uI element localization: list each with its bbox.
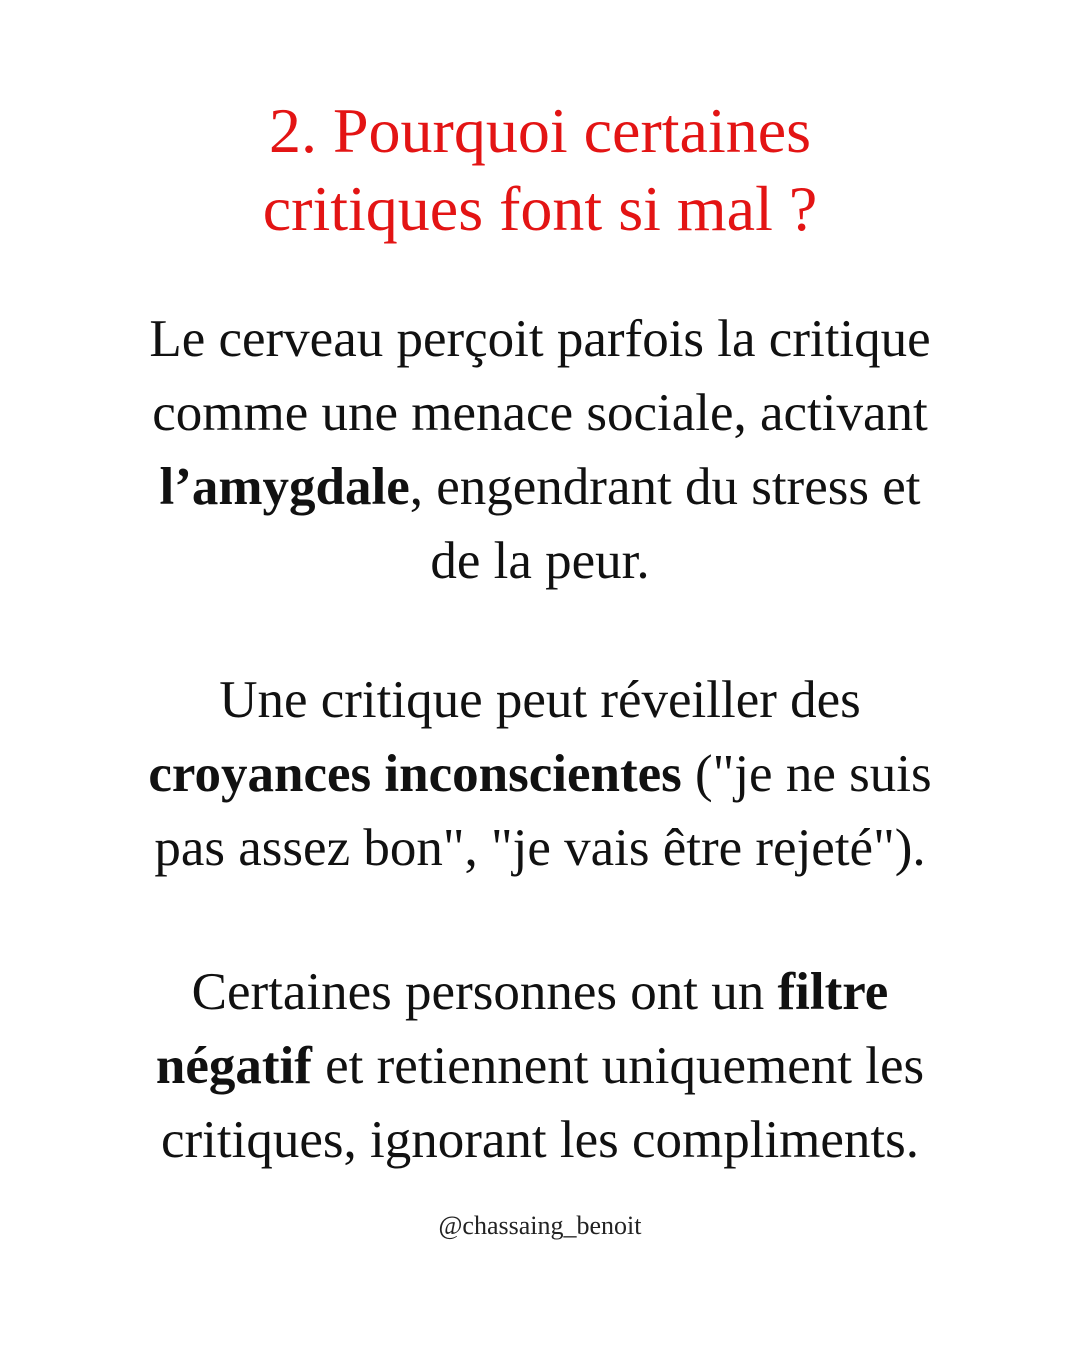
title-line-2: critiques font si mal ? xyxy=(262,173,818,244)
paragraph-text: et retiennent uniquement les xyxy=(311,1037,925,1095)
paragraph-line: pas assez bon", "je vais être rejeté"). xyxy=(154,819,926,877)
paragraph-negative-filter xyxy=(40,955,1040,1177)
paragraph-line: comme une menace sociale, activant xyxy=(152,384,928,442)
title-line-1: 2. Pourquoi certaines xyxy=(268,95,812,166)
paragraph-amygdala xyxy=(40,302,1040,598)
bold-term-negatif: négatif xyxy=(155,1037,312,1095)
paragraph-line: critiques, ignorant les compliments. xyxy=(160,1111,920,1169)
paragraph-line: Le cerveau perçoit parfois la critique xyxy=(149,310,931,368)
paragraph-line: Une critique peut réveiller des xyxy=(219,671,861,729)
paragraph-line xyxy=(40,450,1040,524)
slide-title xyxy=(0,92,1080,248)
paragraph-line xyxy=(40,737,1040,811)
paragraph-text: , engendrant du stress et xyxy=(409,458,921,516)
author-handle: @chassaing_benoit xyxy=(438,1211,642,1240)
paragraph-line xyxy=(40,1029,1040,1103)
paragraph-text: ("je ne suis xyxy=(681,745,932,803)
bold-term-filtre: filtre xyxy=(777,963,889,1021)
bold-term-croyances: croyances inconscientes xyxy=(148,745,682,803)
paragraph-text: Certaines personnes ont un xyxy=(191,963,778,1021)
paragraph-line: de la peur. xyxy=(430,532,650,590)
bold-term-amygdale: l’amygdale xyxy=(159,458,410,516)
paragraph-line xyxy=(40,955,1040,1029)
paragraph-beliefs xyxy=(40,663,1040,885)
